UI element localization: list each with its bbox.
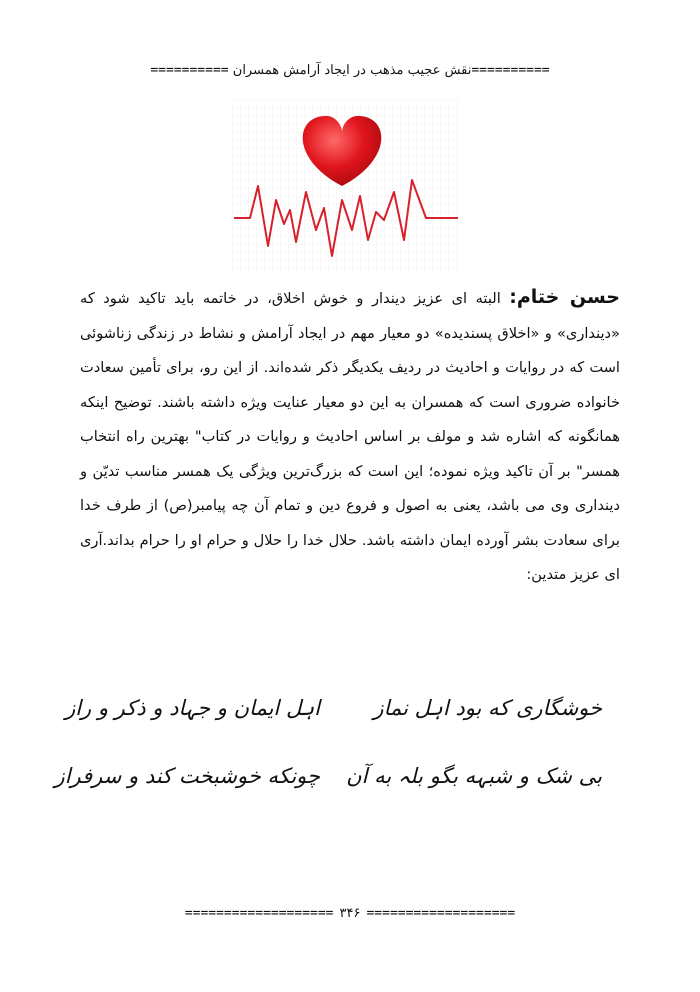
footer-rule-right: =================== bbox=[366, 906, 516, 921]
poem-verse-2-left: چونکه خوشبخت کند و سرفراز bbox=[54, 764, 320, 788]
page-number: ۳۴۶ bbox=[339, 906, 361, 921]
poem-verse-2-right: بی شک و شبہه بگو بلہ به آن bbox=[346, 764, 602, 788]
body-text bbox=[80, 280, 620, 593]
running-header bbox=[60, 62, 640, 80]
poem-verse-1-right: خوشگاری که بود اہل نماز bbox=[373, 696, 602, 720]
heart-with-heartbeat-icon bbox=[232, 100, 460, 272]
header-title: نقش عجیب مذهب در ایجاد آرامش همسران bbox=[232, 63, 472, 78]
header-rule-left: ========== bbox=[150, 63, 229, 78]
body-paragraph: البته ای عزیز دیندار و خوش اخلاق، در خاتمه باید تاکید شود که «دینداری» و «اخلاق پسندیده» دو معیار مهم در ایجاد آرامش و نشاط در زندگی زناشوئی است که در روایات و احادیث در ردیف یکدیگر ذکر شده‌اند. از این رو، برای تأمین سعادت خانواده ضروری است که همسران به این دو معیار عنایت ویژه داشته باشند. توضیح اینکه همانگونه که اشاره شد و مولف بر اساس احادیث و روایات در کتاب" بهترین راه انتخاب همسر" بر آن تاکید ویژه نموده؛ این است که بزرگ‌ترین ویژگی یک همسر مناسب تدیّن و دینداری وی می باشد، یعنی به اصول و فروع دین و تمام آن چه پیامبر(ص) از طرف خدا برای سعادت بشر آورده ایمان داشته باشد. حلال خدا را حلال و حرام او را حرام بداند.آری ای عزیز متدین: bbox=[80, 290, 620, 583]
poem-verse-1-left: اہل ایمان و جہاد و ذکر و راز bbox=[65, 696, 320, 720]
footer-rule-left: =================== bbox=[184, 906, 334, 921]
section-title: حسن ختام: bbox=[509, 286, 620, 308]
poem bbox=[54, 684, 620, 804]
page-footer bbox=[60, 906, 640, 921]
header-rule-right: ========== bbox=[471, 63, 550, 78]
